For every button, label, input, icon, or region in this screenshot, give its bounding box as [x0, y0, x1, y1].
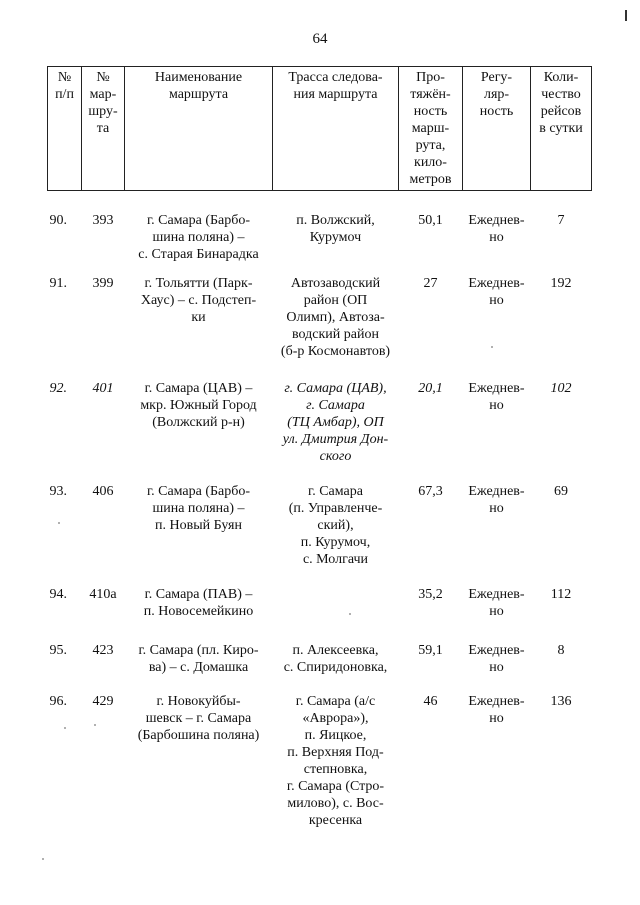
cell-route-track: Автозаводский район (ОП Олимп), Автоза- водский район (б-р Космонавтов)	[280, 276, 391, 359]
cell-route-track: п. Волжский, Курумоч	[296, 213, 375, 245]
cell-trips-per-day: 102	[550, 381, 572, 396]
cell-route-track: г. Самара (а/с «Аврора»), п. Яицкое, п. Верхняя Под- степновка, г. Самара (Стро- милово), с. Вос- кресенка	[286, 694, 385, 828]
scan-mark	[625, 10, 627, 21]
cell-trips-per-day: 7	[557, 213, 565, 228]
cell-regularity: Ежеднев- но	[468, 643, 525, 675]
header-route-track: Трасса следова- ния маршрута	[273, 67, 399, 191]
routes-table	[47, 66, 592, 829]
cell-route-number: 423	[92, 643, 114, 658]
header-route-number: № мар- шру- та	[82, 67, 125, 191]
cell-route-length: 59,1	[418, 643, 443, 658]
cell-regularity: Ежеднев- но	[468, 694, 525, 726]
cell-route-length: 67,3	[418, 484, 443, 499]
scan-speck	[491, 346, 493, 348]
cell-regularity: Ежеднев- но	[468, 484, 525, 516]
scan-speck	[64, 727, 66, 729]
cell-route-name: г. Самара (Барбо- шина поляна) – с. Старая Бинарадка	[138, 213, 259, 262]
cell-route-name: г. Самара (ПАВ) – п. Новосемейкино	[143, 587, 254, 619]
cell-route-name: г. Самара (ЦАВ) – мкр. Южный Город (Волжский р-н)	[140, 381, 257, 430]
cell-regularity: Ежеднев- но	[468, 276, 525, 308]
cell-route-track: п. Алексеевка, с. Спиридоновка,	[283, 643, 388, 675]
cell-route-number: 429	[92, 694, 114, 709]
cell-number: 91.	[49, 276, 67, 291]
table-row	[48, 679, 592, 829]
cell-route-track: г. Самара (ЦАВ), г. Самара (ТЦ Амбар), ОП ул. Дмитрия Дон- ского	[282, 381, 389, 464]
scan-speck	[349, 613, 351, 615]
cell-number: 93.	[49, 484, 67, 499]
header-number: № п/п	[48, 67, 82, 191]
page-number: 64	[312, 31, 328, 47]
cell-route-track: г. Самара (п. Управленче- ский), п. Курумоч, с. Молгачи	[288, 484, 383, 567]
cell-number: 95.	[49, 643, 67, 658]
table-row	[48, 628, 592, 679]
cell-route-length: 27	[423, 276, 438, 291]
cell-route-track	[273, 572, 399, 628]
cell-regularity: Ежеднев- но	[468, 381, 525, 413]
cell-number: 92.	[49, 381, 67, 396]
table-row	[48, 572, 592, 628]
header-route-name: Наименование маршрута	[125, 67, 273, 191]
cell-number: 90.	[49, 213, 67, 228]
cell-route-number: 399	[92, 276, 114, 291]
cell-trips-per-day: 192	[550, 276, 572, 291]
cell-trips-per-day: 136	[550, 694, 572, 709]
cell-number: 94.	[49, 587, 67, 602]
header-regularity: Регу- ляр- ность	[463, 67, 531, 191]
table-row	[48, 191, 592, 264]
cell-route-number: 393	[92, 213, 114, 228]
scan-speck	[58, 522, 60, 524]
scan-speck	[42, 858, 44, 860]
cell-route-number: 406	[92, 484, 114, 499]
cell-trips-per-day: 8	[557, 643, 565, 658]
table-row	[48, 263, 592, 366]
table-row	[48, 469, 592, 572]
header-route-length: Про- тяжён- ность марш- рута, кило- метров	[399, 67, 463, 191]
cell-route-length: 46	[423, 694, 438, 709]
cell-route-name: г. Тольятти (Парк- Хаус) – с. Подстеп- ки	[140, 276, 257, 325]
cell-route-number: 401	[92, 381, 114, 396]
table-row	[48, 366, 592, 469]
header-trips-per-day: Коли- чество рейсов в сутки	[531, 67, 592, 191]
cell-route-number: 410а	[89, 587, 117, 602]
cell-route-name: г. Новокуйбы- шевск – г. Самара (Барбошина поляна)	[137, 694, 260, 743]
cell-route-length: 20,1	[418, 381, 443, 396]
cell-route-length: 50,1	[418, 213, 443, 228]
cell-regularity: Ежеднев- но	[468, 587, 525, 619]
cell-trips-per-day: 112	[550, 587, 572, 602]
cell-route-name: г. Самара (Барбо- шина поляна) – п. Новый Буян	[146, 484, 251, 533]
scan-speck	[94, 724, 96, 726]
cell-route-length: 35,2	[418, 587, 443, 602]
cell-route-name: г. Самара (пл. Киро- ва) – с. Домашка	[138, 643, 259, 675]
cell-trips-per-day: 69	[554, 484, 568, 499]
cell-number: 96.	[49, 694, 67, 709]
table-header-row	[48, 67, 592, 191]
cell-regularity: Ежеднев- но	[468, 213, 525, 245]
